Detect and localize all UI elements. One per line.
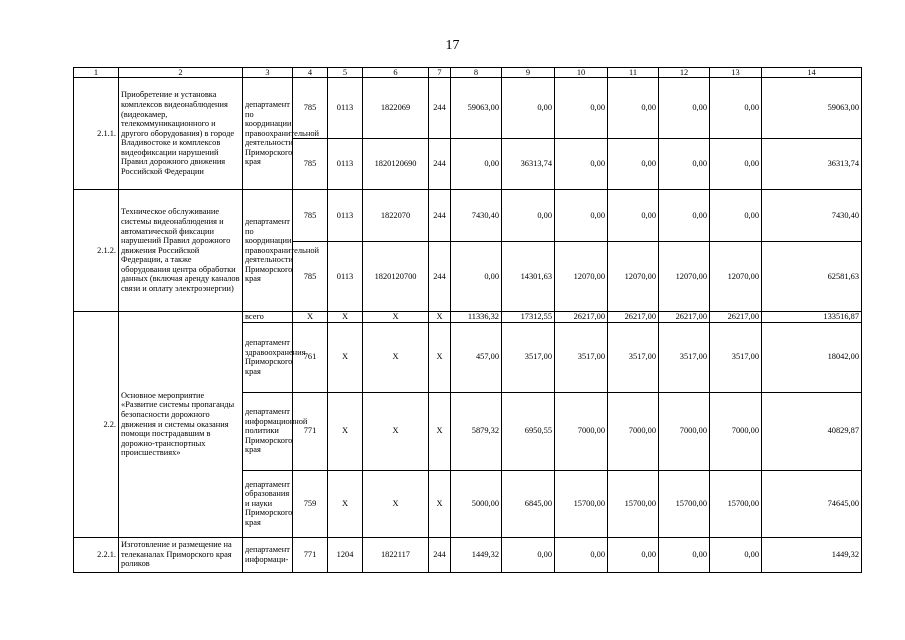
section-code: X bbox=[328, 392, 363, 470]
amount-cell: 0,00 bbox=[710, 78, 762, 139]
activity-description: Приобретение и установка комплексов видеонаблюдения (видеокамер, телекоммуникационного и другого оборудования) в городе Владивостоке и комплексов видеофиксации нарушений Правил дорожного движения Российской Федерации bbox=[119, 78, 243, 190]
amount-cell: 26217,00 bbox=[555, 312, 608, 323]
grbs-code: 759 bbox=[293, 470, 328, 537]
amount-cell: 0,00 bbox=[502, 190, 555, 242]
amount-cell: 3517,00 bbox=[555, 322, 608, 392]
amount-cell: 457,00 bbox=[451, 322, 502, 392]
amount-cell: 36313,74 bbox=[502, 139, 555, 190]
amount-cell: 0,00 bbox=[451, 242, 502, 312]
amount-cell: 0,00 bbox=[555, 537, 608, 572]
expense-type-code: X bbox=[429, 470, 451, 537]
page-number: 17 bbox=[445, 38, 460, 53]
total-cell: 62581,63 bbox=[762, 242, 862, 312]
expense-type-code: X bbox=[429, 312, 451, 323]
amount-cell: 7000,00 bbox=[555, 392, 608, 470]
header-cell: 1 bbox=[74, 68, 119, 78]
amount-cell: 7000,00 bbox=[710, 392, 762, 470]
executor-cell: департамент по координации правоохранительной деятельности Приморского края bbox=[243, 190, 293, 312]
grbs-code: 785 bbox=[293, 242, 328, 312]
amount-cell: 14301,63 bbox=[502, 242, 555, 312]
section-code: X bbox=[328, 312, 363, 323]
amount-cell: 1449,32 bbox=[451, 537, 502, 572]
expense-type-code: 244 bbox=[429, 139, 451, 190]
total-cell: 1449,32 bbox=[762, 537, 862, 572]
total-cell: 133516,87 bbox=[762, 312, 862, 323]
total-cell: 36313,74 bbox=[762, 139, 862, 190]
amount-cell: 59063,00 bbox=[451, 78, 502, 139]
target-article-code: X bbox=[363, 322, 429, 392]
amount-cell: 0,00 bbox=[608, 190, 659, 242]
executor-cell: департамент информаци- bbox=[243, 537, 293, 572]
amount-cell: 15700,00 bbox=[555, 470, 608, 537]
header-row bbox=[74, 68, 862, 78]
header-cell: 12 bbox=[659, 68, 710, 78]
amount-cell: 0,00 bbox=[451, 139, 502, 190]
amount-cell: 26217,00 bbox=[608, 312, 659, 323]
amount-cell: 0,00 bbox=[555, 190, 608, 242]
header-cell: 5 bbox=[328, 68, 363, 78]
amount-cell: 0,00 bbox=[710, 139, 762, 190]
amount-cell: 0,00 bbox=[659, 190, 710, 242]
executor-cell: департамент информационной политики Приморского края bbox=[243, 392, 293, 470]
total-cell: 18042,00 bbox=[762, 322, 862, 392]
row-number: 2.2.1. bbox=[74, 537, 119, 572]
amount-cell: 0,00 bbox=[555, 78, 608, 139]
expense-type-code: 244 bbox=[429, 78, 451, 139]
budget-table bbox=[73, 67, 862, 573]
header-cell: 2 bbox=[119, 68, 243, 78]
header-cell: 13 bbox=[710, 68, 762, 78]
total-cell: 7430,40 bbox=[762, 190, 862, 242]
target-article-code: 1822069 bbox=[363, 78, 429, 139]
section-code: 1204 bbox=[328, 537, 363, 572]
total-cell: 74645,00 bbox=[762, 470, 862, 537]
amount-cell: 26217,00 bbox=[710, 312, 762, 323]
grbs-code: X bbox=[293, 312, 328, 323]
target-article-code: 1820120700 bbox=[363, 242, 429, 312]
expense-type-code: 244 bbox=[429, 537, 451, 572]
header-cell: 3 bbox=[243, 68, 293, 78]
target-article-code: 1822070 bbox=[363, 190, 429, 242]
amount-cell: 3517,00 bbox=[608, 322, 659, 392]
section-code: 0113 bbox=[328, 242, 363, 312]
grbs-code: 785 bbox=[293, 139, 328, 190]
amount-cell: 0,00 bbox=[555, 139, 608, 190]
header-cell: 10 bbox=[555, 68, 608, 78]
section-code: X bbox=[328, 322, 363, 392]
amount-cell: 5000,00 bbox=[451, 470, 502, 537]
amount-cell: 7430,40 bbox=[451, 190, 502, 242]
activity-description: Основное мероприятие «Развитие системы пропаганды безопасности дорожного движения и системы оказания помощи пострадавшим в дорожно-транспортных происшествиях» bbox=[119, 312, 243, 538]
header-cell: 14 bbox=[762, 68, 862, 78]
target-article-code: 1820120690 bbox=[363, 139, 429, 190]
section-code: 0113 bbox=[328, 190, 363, 242]
header-cell: 11 bbox=[608, 68, 659, 78]
executor-cell: департамент по координации правоохранительной деятельности Приморского края bbox=[243, 78, 293, 190]
amount-cell: 11336,32 bbox=[451, 312, 502, 323]
row-number: 2.1.2. bbox=[74, 190, 119, 312]
amount-cell: 0,00 bbox=[710, 537, 762, 572]
amount-cell: 6845,00 bbox=[502, 470, 555, 537]
total-cell: 59063,00 bbox=[762, 78, 862, 139]
executor-cell: всего bbox=[243, 312, 293, 323]
executor-cell: департамент образования и науки Приморского края bbox=[243, 470, 293, 537]
target-article-code: X bbox=[363, 392, 429, 470]
amount-cell: 0,00 bbox=[659, 78, 710, 139]
amount-cell: 0,00 bbox=[608, 139, 659, 190]
header-cell: 9 bbox=[502, 68, 555, 78]
section-code: 0113 bbox=[328, 78, 363, 139]
activity-description: Изготовление и размещение на телеканалах Приморского края роликов bbox=[119, 537, 243, 572]
amount-cell: 17312,55 bbox=[502, 312, 555, 323]
target-article-code: X bbox=[363, 312, 429, 323]
amount-cell: 15700,00 bbox=[608, 470, 659, 537]
section-code: 0113 bbox=[328, 139, 363, 190]
total-cell: 40829,87 bbox=[762, 392, 862, 470]
header-cell: 6 bbox=[363, 68, 429, 78]
expense-type-code: X bbox=[429, 322, 451, 392]
amount-cell: 0,00 bbox=[710, 190, 762, 242]
amount-cell: 3517,00 bbox=[502, 322, 555, 392]
amount-cell: 3517,00 bbox=[659, 322, 710, 392]
section-code: X bbox=[328, 470, 363, 537]
table-row bbox=[74, 78, 862, 139]
table-row bbox=[74, 312, 862, 323]
executor-cell: департамент здравоохранения Приморского края bbox=[243, 322, 293, 392]
header-cell: 7 bbox=[429, 68, 451, 78]
grbs-code: 785 bbox=[293, 78, 328, 139]
grbs-code: 771 bbox=[293, 537, 328, 572]
amount-cell: 0,00 bbox=[608, 537, 659, 572]
amount-cell: 15700,00 bbox=[659, 470, 710, 537]
target-article-code: 1822117 bbox=[363, 537, 429, 572]
expense-type-code: 244 bbox=[429, 242, 451, 312]
grbs-code: 771 bbox=[293, 392, 328, 470]
amount-cell: 12070,00 bbox=[659, 242, 710, 312]
expense-type-code: X bbox=[429, 392, 451, 470]
amount-cell: 12070,00 bbox=[710, 242, 762, 312]
activity-description: Техническое обслуживание системы видеонаблюдения и автоматической фиксации нарушений Правил дорожного движения Российской Федерации, а также оборудования центра обработки данных (включая аренду каналов связи и оплату электроэнергии) bbox=[119, 190, 243, 312]
amount-cell: 26217,00 bbox=[659, 312, 710, 323]
amount-cell: 0,00 bbox=[659, 139, 710, 190]
row-number: 2.1.1. bbox=[74, 78, 119, 190]
table-row bbox=[74, 537, 862, 572]
grbs-code: 785 bbox=[293, 190, 328, 242]
row-number: 2.2. bbox=[74, 312, 119, 538]
amount-cell: 0,00 bbox=[608, 78, 659, 139]
amount-cell: 5879,32 bbox=[451, 392, 502, 470]
amount-cell: 7000,00 bbox=[659, 392, 710, 470]
target-article-code: X bbox=[363, 470, 429, 537]
amount-cell: 0,00 bbox=[659, 537, 710, 572]
amount-cell: 0,00 bbox=[502, 78, 555, 139]
header-cell: 4 bbox=[293, 68, 328, 78]
amount-cell: 15700,00 bbox=[710, 470, 762, 537]
amount-cell: 0,00 bbox=[502, 537, 555, 572]
expense-type-code: 244 bbox=[429, 190, 451, 242]
amount-cell: 12070,00 bbox=[608, 242, 659, 312]
amount-cell: 3517,00 bbox=[710, 322, 762, 392]
grbs-code: 761 bbox=[293, 322, 328, 392]
table-row bbox=[74, 190, 862, 242]
amount-cell: 7000,00 bbox=[608, 392, 659, 470]
amount-cell: 6950,55 bbox=[502, 392, 555, 470]
amount-cell: 12070,00 bbox=[555, 242, 608, 312]
header-cell: 8 bbox=[451, 68, 502, 78]
